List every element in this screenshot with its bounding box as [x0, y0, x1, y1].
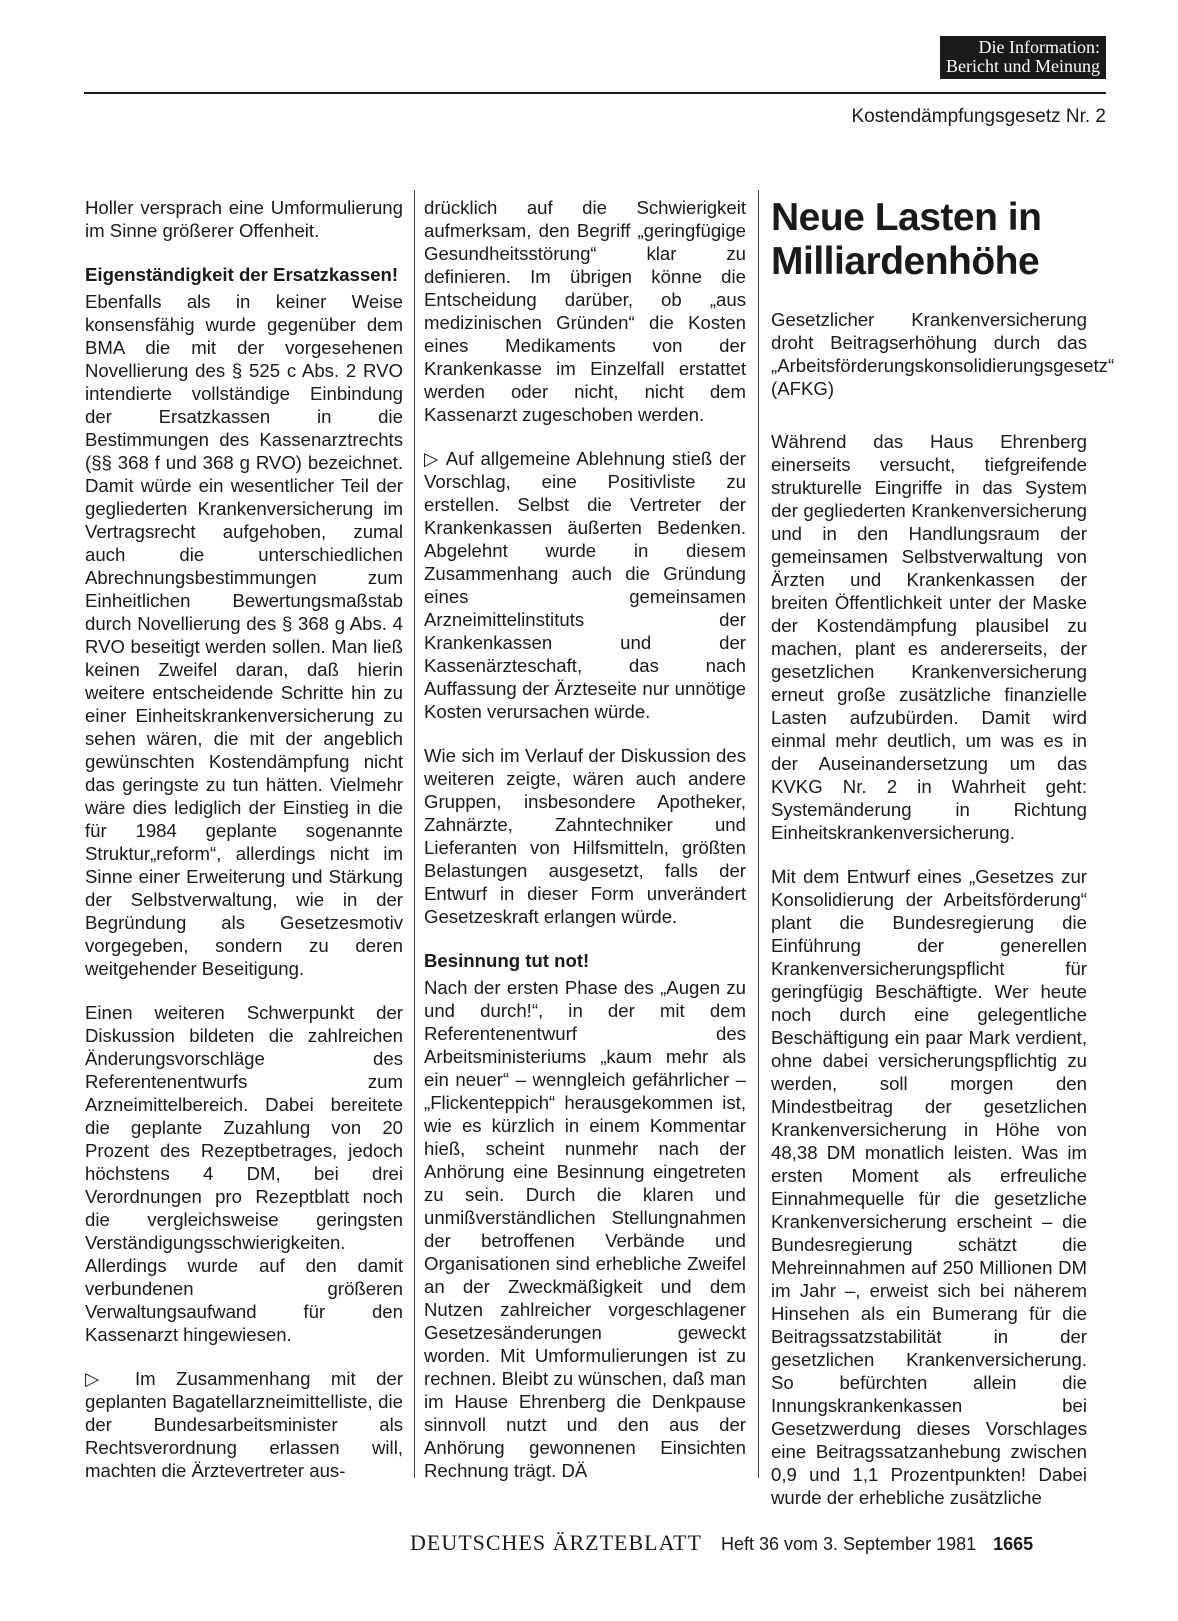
paragraph: ▷ Auf allgemeine Ablehnung stieß der Vorschlag, eine Positivliste zu erstellen. Selbst die Vertreter der Krankenkassen äußerten Bedenken. Abgelehnt wurde in diesem Zusammenhang auch die Gründung eines gemeinsamen Arzneimittelinstituts der Krankenkassen und der Kassenärzteschaft, das nach Auffassung der Ärzteseite nur unnötige Kosten verursachen würde. [424, 448, 746, 722]
paragraph: Einen weiteren Schwerpunkt der Diskussion bildeten die zahlreichen Änderungsvorschläge des Referentenentwurfs zum Arzneimittelbereich. Dabei bereitete die geplante Zuzahlung von 20 Prozent des Rezeptbetrages, jedoch höchstens 4 DM, bei drei Verordnungen pro Rezeptblatt noch die vergleichsweise geringsten Verständigungsschwierigkeiten. Allerdings wurde auf den damit verbundenen größeren Verwaltungsaufwand für den Kassenarzt hingewiesen. [85, 1002, 403, 1345]
column-divider-2 [758, 190, 759, 1478]
section-title: Kostendämpfungsgesetz Nr. 2 [851, 106, 1106, 127]
column-3 [771, 196, 1115, 1530]
paragraph: Während das Haus Ehrenberg einerseits versucht, tiefgreifende strukturelle Eingriffe in das System der gegliederten Krankenversicherung und in den Handlungsraum der gemeinsamen Selbstverwaltung von Ärzten und Krankenkassen der breiten Öffentlichkeit unter der Maske der Kostendämpfung plausibel zu machen, plant es andererseits, der gesetzlichen Krankenversicherung erneut große zusätzliche finanzielle Lasten aufzubürden. Damit wird einmal mehr deutlich, um was es in der Auseinandersetzung um das KVKG Nr. 2 in Wahrheit geht: Systemänderung in Richtung Einheitskrankenversicherung. [771, 431, 1087, 843]
paragraph: Nach der ersten Phase des „Augen zu und durch!“, in der mit dem Referentenentwurf des Arbeitsministeriums „kaum mehr als ein neuer“ – wenngleich gefährlicher – „Flickenteppich“ herausgekommen ist, wie es kürzlich in einem Kommentar hieß, scheint nunmehr nach der Anhörung eine Besinnung eingetreten zu sein. Durch die klaren und unmißverständlichen Stellungnahmen der betroffenen Verbände und Organisationen sind erhebliche Zweifel an der Zweckmäßigkeit und dem Nutzen zahlreicher vorgeschlagener Gesetzesänderungen geweckt worden. Mit Umformulierungen ist zu rechnen. Bleibt zu wünschen, daß man im Hause Ehrenberg die Denkpause sinnvoll nutzt und den aus der Anhörung gewonnenen Einsichten Rechnung trägt. DÄ [424, 977, 746, 1481]
paragraph: Holler versprach eine Umformulierung im Sinne größerer Offenheit. [85, 197, 403, 241]
badge-line-1: Die Information: [978, 37, 1100, 57]
paragraph: Wie sich im Verlauf der Diskussion des weiteren zeigte, wären auch andere Gruppen, insbesondere Apotheker, Zahnärzte, Zahntechniker und Lieferanten von Hilfsmitteln, größten Belastungen ausgesetzt, falls der Entwurf in dieser Form unverändert Gesetzeskraft erlangen würde. [424, 745, 746, 927]
journal-name: DEUTSCHES ÄRZTEBLATT [410, 1530, 702, 1555]
paragraph: Ebenfalls als in keiner Weise konsensfähig wurde gegenüber dem BMA die mit der vorgesehenen Novellierung des § 525 c Abs. 2 RVO intendierte vollständige Einbindung der Ersatzkassen in die Bestimmungen des Kassenarztrechts (§§ 368 f und 368 g RVO) bezeichnet. Damit würde ein wesentlicher Teil der gegliederten Krankenversicherung im Vertragsrecht aufgehoben, zumal auch die unterschiedlichen Abrechnungsbestimmungen zum Einheitlichen Bewertungsmaßstab durch Novellierung des § 368 g Abs. 4 RVO beseitigt werden sollen. Man ließ keinen Zweifel daran, daß hierin weitere entscheidende Schritte hin zu einer Einheitskrankenversicherung zu sehen wären, die mit der angeblich gewünschten Kostendämpfung nicht das geringste zu tun hätten. Vielmehr wäre dies lediglich der Einstieg in die für 1984 geplante sogenannte Struktur„reform“, allerdings nicht im Sinne einer Erweiterung und Stärkung der Selbstverwaltung, wie in der Begründung als Gesetzesmotiv vorgegeben, sondern zu deren weitgehender Beseitigung. [85, 291, 403, 979]
column-2 [424, 196, 746, 1503]
paragraph: drücklich auf die Schwierigkeit aufmerksam, den Begriff „geringfügige Gesundheitsstörung“ klar zu definieren. Im übrigen könne die Entscheidung darüber, ob „aus medizinischen Gründen“ die Kosten eines Medikaments von der Krankenkasse im Einzelfall erstattet werden oder nicht, nicht dem Kassenarzt zugeschoben werden. [424, 197, 746, 425]
paragraph: Mit dem Entwurf eines „Gesetzes zur Konsolidierung der Arbeitsförderung“ plant die Bundesregierung die Einführung der generellen Krankenversicherungspflicht für geringfügig Beschäftigte. Wer heute noch durch eine gelegentliche Beschäftigung ein paar Mark verdient, ohne dabei versicherungspflichtig zu werden, soll morgen den Mindestbeitrag der gesetzlichen Krankenversicherung in Höhe von 48,38 DM monatlich leisten. Was im ersten Moment als erfreuliche Einnahmequelle für die gesetzliche Krankenversicherung erscheint – die Bundesregierung schätzt die Mehreinnahmen auf 250 Millionen DM im Jahr –, erweist sich bei näherem Hinsehen als ein Bumerang für die Beitragssatzstabilität in der gesetzlichen Krankenversicherung. So befürchten allein die Innungskrankenkassen bei Gesetzwerdung dieses Vorschlages eine Beitragssatzanhebung zwischen 0,9 und 1,1 Prozentpunkten! Dabei wurde der erhebliche zusätzliche [771, 866, 1087, 1508]
header-rule [84, 92, 1106, 94]
paragraph: ▷ Im Zusammenhang mit der geplanten Bagatellarzneimittelliste, die der Bundesarbeitsminister als Rechtsverordnung erlassen will, machten die Ärztevertreter aus- [85, 1368, 403, 1481]
badge-line-2: Bericht und Meinung [946, 56, 1100, 76]
page-footer [410, 1530, 1033, 1556]
issue-info: Heft 36 vom 3. September 1981 [720, 1534, 977, 1554]
article-headline: Neue Lasten in Milliardenhöhe [771, 196, 1042, 283]
subheading: Besinnung tut not! [424, 950, 590, 971]
section-badge [940, 36, 1106, 79]
page-number: 1665 [993, 1534, 1034, 1554]
column-divider-1 [414, 190, 415, 1478]
column-1 [85, 196, 403, 1503]
article-lead: Gesetzlicher Krankenversicherung droht Beitragserhöhung durch das „Arbeitsförderungskonsolidierungsgesetz“ (AFKG) [771, 309, 1115, 399]
subheading: Eigenständigkeit der Ersatzkassen! [85, 264, 399, 285]
